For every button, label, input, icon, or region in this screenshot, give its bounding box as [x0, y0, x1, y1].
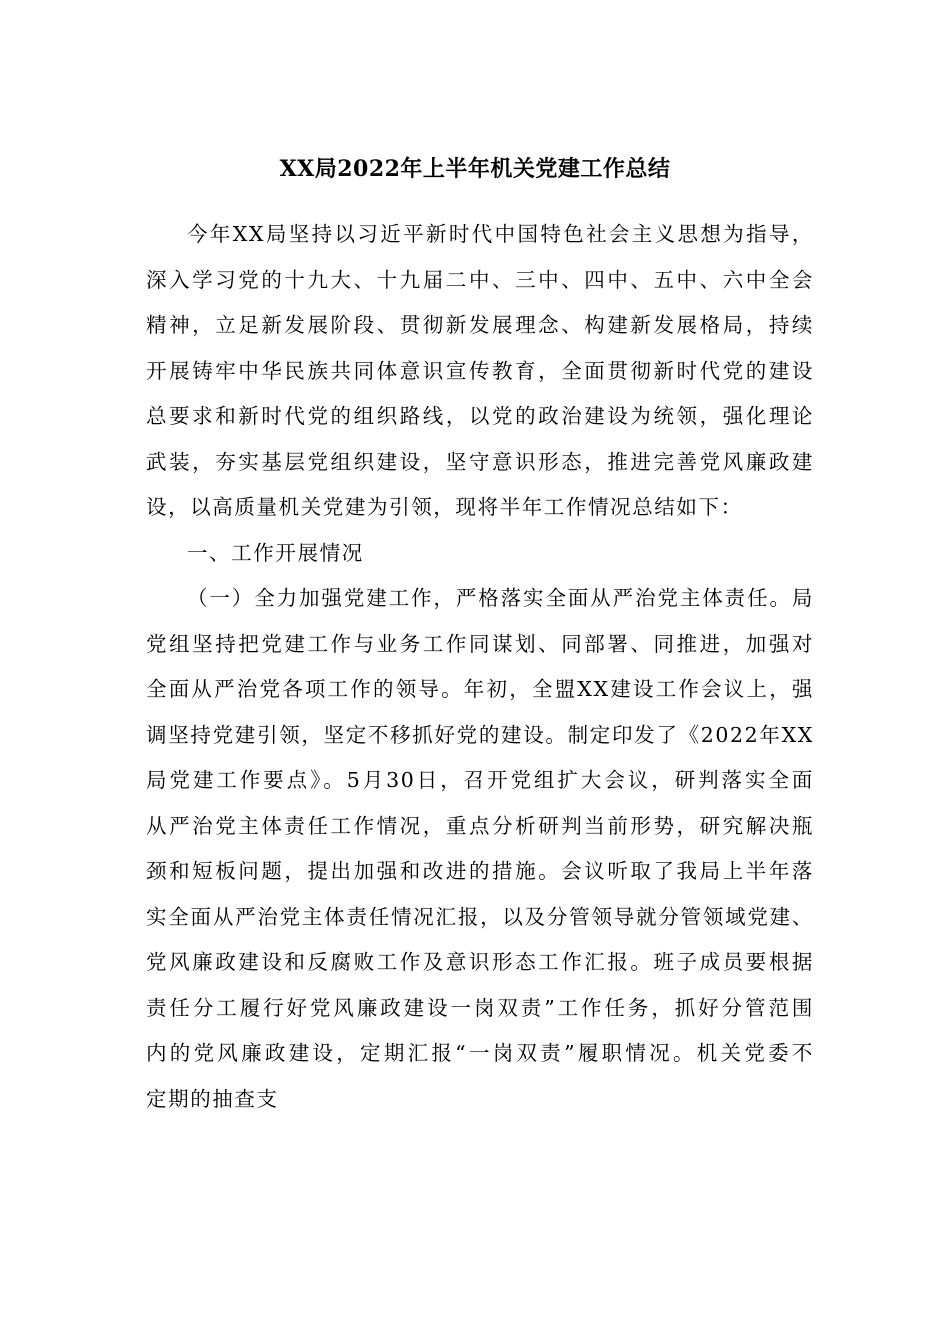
paragraph-line: 定期的抽查支 — [146, 1086, 279, 1111]
section-heading: 一、工作开展情况 — [187, 540, 364, 565]
intro-paragraph — [146, 212, 814, 531]
paragraph-line: 党组坚持把党建工作与业务工作同谋划、同部署、同推进，加强对 — [146, 631, 814, 656]
paragraph-line: 开展铸牢中华民族共同体意识宣传教育，全面贯彻新时代党的建设 — [146, 358, 814, 383]
document-body — [146, 212, 814, 1122]
paragraph-line: 内的党风廉政建设，定期汇报“一岗双责”履职情况。机关党委不 — [146, 1041, 814, 1065]
paragraph-line: 今年XX局坚持以习近平新时代中国特色社会主义思想为指导， — [187, 222, 814, 246]
paragraph-line: （一）全力加强党建工作，严格落实全面从严治党主体责任。局 — [187, 586, 814, 610]
paragraph-line: 设，以高质量机关党建为引领，现将半年工作情况总结如下： — [146, 495, 743, 519]
document-title: XX局2022年上半年机关党建工作总结 — [279, 156, 671, 182]
paragraph-line: 全面从严治党各项工作的领导。年初，全盟XX建设工作会议上，强 — [146, 677, 814, 701]
paragraph-line: 总要求和新时代党的组织路线，以党的政治建设为统领，强化理论 — [146, 404, 814, 428]
paragraph-line: 从严治党主体责任工作情况，重点分析研判当前形势，研究解决瓶 — [146, 813, 814, 838]
paragraph-line: 精神，立足新发展阶段、贯彻新发展理念、构建新发展格局，持续 — [146, 313, 814, 337]
paragraph-line: 武装，夯实基层党组织建设，坚守意识形态，推进完善党风廉政建 — [146, 449, 814, 474]
paragraph-line: 责任分工履行好党风廉政建设一岗双责”工作任务，抓好分管范围 — [146, 995, 814, 1020]
paragraph-line: 党风廉政建设和反腐败工作及意识形态工作汇报。班子成员要根据 — [146, 950, 814, 974]
paragraph-line: 颈和短板问题，提出加强和改进的措施。会议听取了我局上半年落 — [146, 859, 814, 883]
paragraph-line: 调坚持党建引领，坚定不移抓好党的建设。制定印发了《2022年XX — [146, 722, 814, 747]
paragraph-line: 实全面从严治党主体责任情况汇报，以及分管领导就分管领域党建、 — [146, 904, 814, 929]
paragraph-line: 局党建工作要点》。5月30日，召开党组扩大会议，研判落实全面 — [146, 768, 814, 792]
section-1-paragraph — [146, 576, 814, 1122]
paragraph-line: 深入学习党的十九大、十九届二中、三中、四中、五中、六中全会 — [146, 267, 814, 292]
